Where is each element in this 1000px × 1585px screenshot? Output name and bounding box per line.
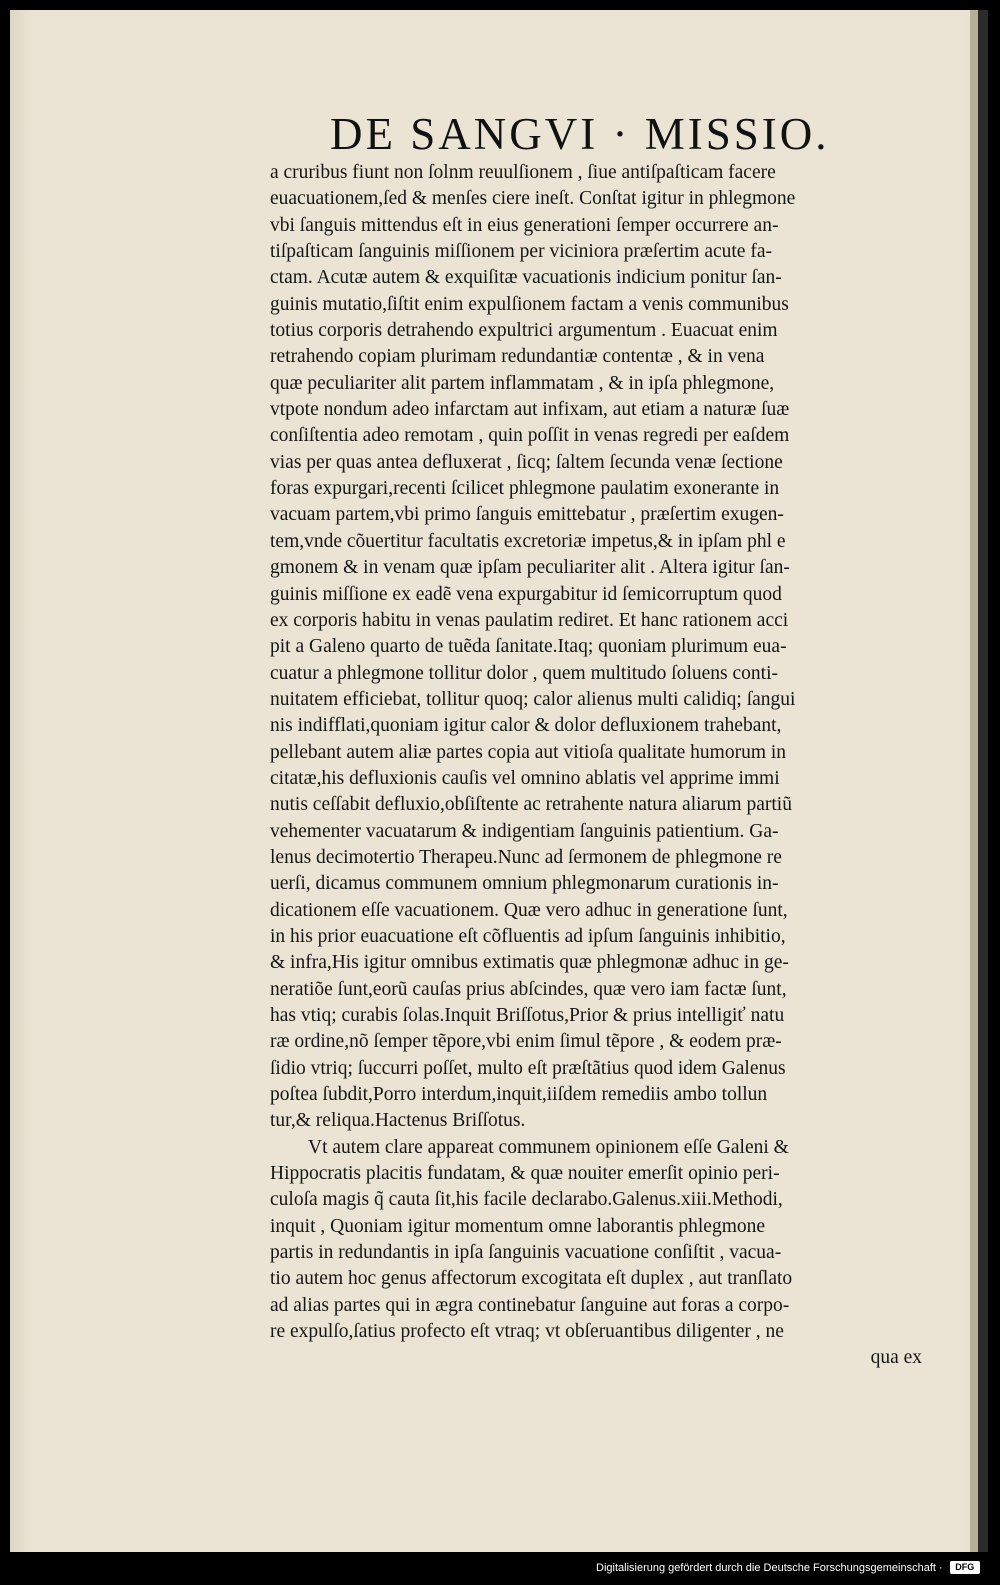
text-line: ex corporis habitu in venas paulatim rediret. Et hanc rationem acci [270, 609, 789, 631]
text-line: euacuationem,ſed & menſes ciere ineſt. Conſtat igitur in phlegmone [270, 188, 796, 210]
text-line: guinis mutatio,ſiſtit enim expulſionem factam a venis communibus [270, 293, 789, 315]
text-line: citatæ,his defluxionis cauſis vel omnino ablatis vel apprime immi [270, 767, 780, 789]
text-line: guinis miſſione ex eadẽ vena expurgabitur id ſemicorruptum quod [270, 583, 782, 605]
text-line: pellebant autem aliæ partes copia aut vitioſa qualitate humorum in [270, 741, 787, 763]
text-line: vtpote nondum adeo infarctam aut infixam, aut etiam a naturæ ſuæ [270, 399, 790, 421]
credit-text: Digitalisierung gefördert durch die Deutsche Forschungsgemeinschaft · [596, 1561, 943, 1574]
text-line: ad alias partes qui in ægra continebatur ſanguine aut foras a corpo- [270, 1294, 790, 1316]
text-line: vias per quas antea defluxerat , ſicq; ſaltem ſecunda venæ ſectione [270, 451, 783, 473]
digitization-credit [596, 1561, 996, 1579]
text-line: culoſa magis q̃ cauta ſit,his facile declarabo.Galenus.xiii.Methodi, [270, 1189, 783, 1211]
text-line: tem,vnde cõuertitur facultatis excretoriæ impetus,& in ipſam phl e [270, 530, 786, 552]
text-line: dicationem eſſe vacuationem. Quæ vero adhuc in generatione ſunt, [270, 899, 788, 921]
page-edge [970, 10, 978, 1552]
text-line: ræ ordine,nõ ſemper tẽpore,vbi enim ſimul tẽpore , & eodem præ- [270, 1031, 782, 1053]
text-line: poſtea ſubdit,Porro interdum,inquit,iiſdem remediis ambo tollun [270, 1084, 768, 1106]
text-line: vacuam partem,vbi primo ſanguis emittebatur , præſertim exugen- [270, 504, 784, 526]
text-line: partis in redundantis in ipſa ſanguinis vacuatione conſiſtit , vacua- [270, 1242, 782, 1264]
text-line: neratiõe ſunt,eorũ cauſas prius abſcindes, quæ vero iam factæ ſunt, [270, 978, 787, 1000]
text-line: retrahendo copiam plurimam redundantiæ contentæ , & in vena [270, 346, 765, 368]
dfg-logo-icon: DFG [950, 1561, 980, 1574]
text-line: nutis ceſſabit defluxio,obſiſtente ac retrahente natura aliarum partiũ [270, 794, 792, 816]
text-line: ſidio vtriq; ſuccurri poſſet, multo eſt præſtãtius quod idem Galenus [270, 1057, 786, 1079]
text-line: vehementer vacuatarum & indigentiam ſanguinis patientium. Ga- [270, 820, 779, 842]
text-line: nuitatem efficiebat, tollitur quoq; calor alienus multi calidiq; ſangui [270, 688, 796, 710]
text-line: conſiſtentia adeo remotam , quin poſſit in venas regredi per eaſdem [270, 425, 790, 447]
scan-border [978, 10, 988, 1552]
text-line: nis indifflati,quoniam igitur calor & dolor defluxionem trahebant, [270, 715, 782, 737]
catchword: qua ex [870, 1347, 922, 1369]
text-line: tur,& reliqua.Hactenus Briſſotus. [270, 1110, 526, 1132]
text-line: Hippocratis placitis fundatam, & quæ nouiter emerſit opinio peri- [270, 1163, 780, 1185]
text-line: pit a Galeno quarto de tuẽda ſanitate.Itaq; quoniam plurimum eua- [270, 636, 787, 658]
text-line: gmonem & in venam quæ ipſam peculiariter alit . Altera igitur ſan- [270, 557, 790, 579]
text-line: cuatur a phlegmone tollitur dolor , quem multitudo ſoluens conti- [270, 662, 778, 684]
running-header: DE SANGVI · MISSIO. [330, 109, 830, 159]
text-line: in his prior euacuatione eſt cõfluentis ad ipſum ſanguinis inhibitio, [270, 925, 786, 947]
text-line: foras expurgari,recenti ſcilicet phlegmone paulatim exonerante in [270, 478, 780, 500]
text-line: vbi ſanguis mittendus eſt in eius generationi ſemper occurrere an- [270, 214, 779, 236]
text-line: a cruribus fiunt non ſolnm reuulſionem , ſiue antiſpaſticam facere [270, 162, 776, 183]
text-line: lenus decimotertio Therapeu.Nunc ad ſermonem de phlegmone re [270, 846, 782, 868]
text-line: tiſpaſticam ſanguinis miſſionem per viciniora præſertim acute fa- [270, 241, 772, 263]
text-line: quæ peculiariter alit partem inflammatam , & in ipſa phlegmone, [270, 372, 775, 394]
text-line: inquit , Quoniam igitur momentum omne laborantis phlegmone [270, 1215, 766, 1237]
text-block [270, 160, 946, 1372]
text-line: re expulſo,ſatius profecto eſt vtraq; vt obſeruantibus diligenter , ne [270, 1321, 784, 1343]
text-line: ctam. Acutæ autem & exquiſitæ vacuationis indicium ponitur ſan- [270, 267, 782, 289]
text-line: totius corporis detrahendo expultrici argumentum . Euacuat enim [270, 320, 778, 342]
text-line: has vtiq; curabis ſolas.Inquit Briſſotus,Prior & prius intelligiť natu [270, 1005, 785, 1026]
text-line: uerſi, dicamus communem omnium phlegmonarum curationis in- [270, 873, 779, 895]
text-line: tio autem hoc genus affectorum excogitata eſt duplex , aut tranſlato [270, 1268, 793, 1290]
text-line: & infra,His igitur omnibus extimatis quæ phlegmonæ adhuc in ge- [270, 952, 789, 974]
paragraph-start-line: Vt autem clare appareat communem opinionem eſſe Galeni & [308, 1136, 789, 1158]
